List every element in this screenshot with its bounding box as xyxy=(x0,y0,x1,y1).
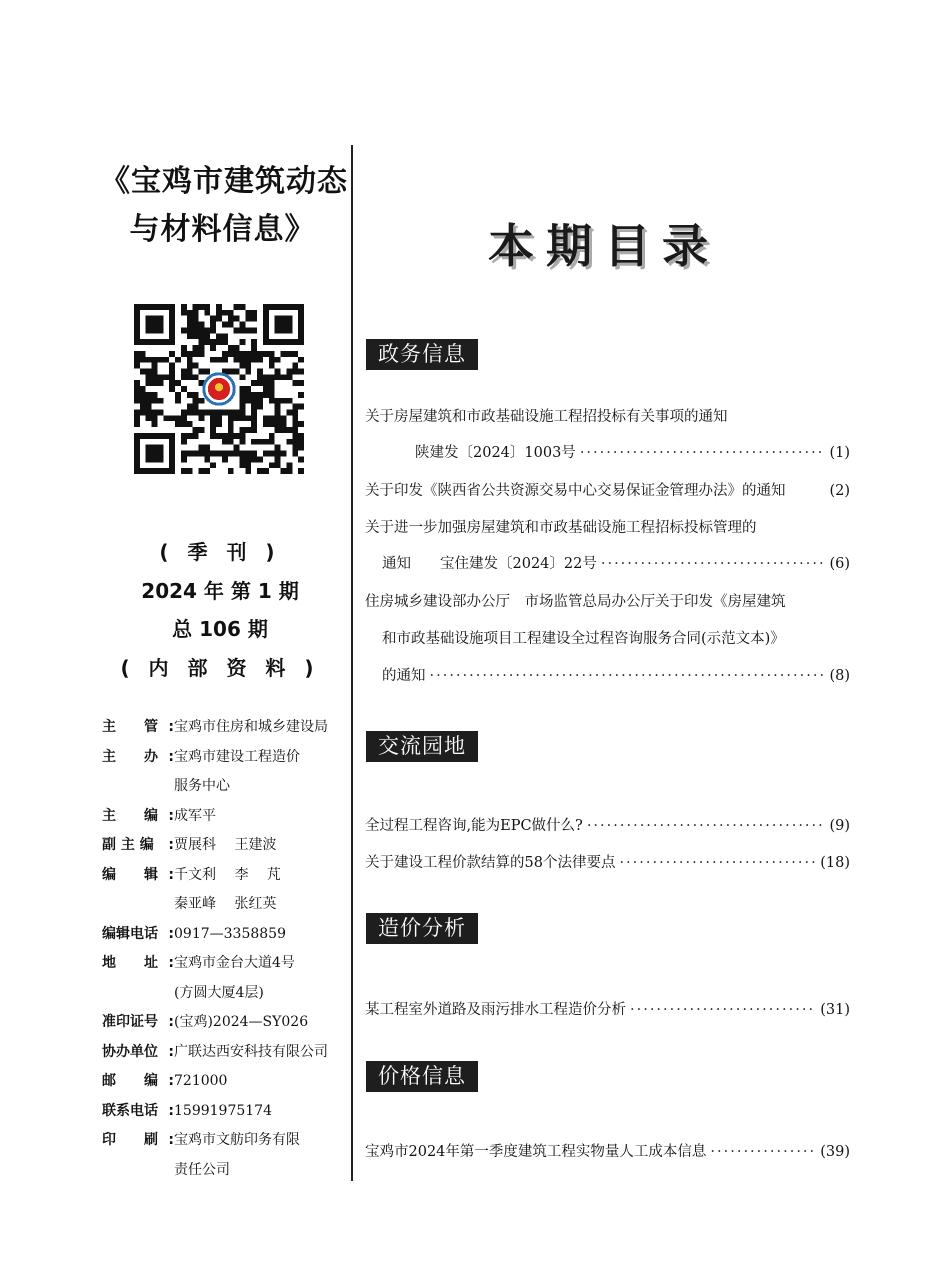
masthead-row xyxy=(102,713,347,743)
masthead-label: 主 编 : xyxy=(102,802,174,832)
qr-code-icon xyxy=(134,304,304,474)
toc-entry-title: 关于房屋建筑和市政基础设施工程招投标有关事项的通知 xyxy=(365,409,728,425)
masthead-label: 主 办 : xyxy=(102,743,174,802)
masthead-value-line: 责任公司 xyxy=(174,1161,230,1178)
toc-entry[interactable] xyxy=(365,479,850,500)
masthead-label-text: 主 管 xyxy=(102,719,158,735)
section-heading: 造价分析 xyxy=(366,913,478,944)
masthead-row xyxy=(102,1097,347,1127)
magazine-title-line1: 《宝鸡市建筑动态 xyxy=(100,164,348,199)
toc-entry-title: 关于进一步加强房屋建筑和市政基础设施工程招标投标管理的 xyxy=(365,520,757,536)
toc-page-number: (39) xyxy=(820,1144,850,1160)
toc-entry-title: 全过程工程咨询,能为EPC做什么? xyxy=(365,818,583,834)
masthead-row xyxy=(102,1067,347,1097)
dot-leader xyxy=(601,556,826,572)
toc-entry[interactable] xyxy=(382,664,850,685)
masthead-value-line: 宝鸡市建设工程造价 xyxy=(174,748,300,765)
masthead-label-text: 印 刷 xyxy=(102,1132,158,1148)
masthead-label: 主 管 : xyxy=(102,713,174,743)
masthead-row xyxy=(102,1008,347,1038)
masthead-label: 准印证号 : xyxy=(102,1008,174,1038)
masthead-value-line: 宝鸡市住房和城乡建设局 xyxy=(174,719,328,735)
toc-page-number: (2) xyxy=(829,483,850,499)
masthead-value xyxy=(174,713,347,743)
dot-leader xyxy=(619,855,816,871)
masthead-label-text: 邮 编 xyxy=(102,1073,158,1089)
toc-entry[interactable] xyxy=(365,1140,850,1161)
toc-entry-title: 和市政基础设施项目工程建设全过程咨询服务合同(示范文本)》 xyxy=(382,631,785,647)
masthead-label: 邮 编 : xyxy=(102,1067,174,1097)
masthead-row xyxy=(102,802,347,832)
masthead-value-line: 服务中心 xyxy=(174,778,230,794)
masthead-value-line: 贾展科 王建波 xyxy=(174,837,277,853)
masthead-value xyxy=(174,1038,347,1068)
toc-entry[interactable] xyxy=(365,998,850,1019)
toc-entry-title: 关于建设工程价款结算的58个法律要点 xyxy=(365,855,616,871)
toc-page-number: (31) xyxy=(820,1002,850,1018)
toc-entry-title: 住房城乡建设部办公厅 市场监管总局办公厅关于印发《房屋建筑 xyxy=(365,594,786,610)
masthead-value xyxy=(174,949,347,1008)
toc-entry-title: 关于印发《陕西省公共资源交易中心交易保证金管理办法》的通知 xyxy=(365,483,786,499)
masthead-label-text: 主 编 xyxy=(102,807,158,824)
masthead-label-text: 地 址 xyxy=(102,955,158,971)
masthead-row xyxy=(102,920,347,950)
masthead-value-line: 成军平 xyxy=(174,807,216,824)
section-heading: 政务信息 xyxy=(366,339,478,370)
masthead-value-line: (宝鸡)2024—SY026 xyxy=(174,1014,309,1030)
masthead-value-line: 宝鸡市金台大道4号 xyxy=(174,955,295,971)
toc-page-number: (9) xyxy=(829,818,850,834)
dot-leader xyxy=(430,668,826,684)
masthead-label-text: 主 办 xyxy=(102,748,158,765)
masthead-value xyxy=(174,831,347,861)
toc-entry[interactable] xyxy=(365,405,850,426)
masthead-value-line: 秦亚峰 张红英 xyxy=(174,896,277,912)
toc-entry-title: 通知 宝住建发〔2024〕22号 xyxy=(382,556,597,572)
toc-entry-title: 宝鸡市2024年第一季度建筑工程实物量人工成本信息 xyxy=(365,1144,707,1160)
toc-page-number: (1) xyxy=(829,445,850,461)
masthead-value xyxy=(174,743,347,802)
masthead-label: 协办单位 : xyxy=(102,1038,174,1068)
masthead-value-line: 千文利 李 芃 xyxy=(174,866,281,883)
issue-frequency: ( 季 刊 ) xyxy=(159,540,281,564)
toc-entry[interactable] xyxy=(382,552,850,573)
toc-entry[interactable] xyxy=(382,627,850,648)
masthead-value-line: 0917—3358859 xyxy=(174,925,286,942)
masthead-row xyxy=(102,831,347,861)
toc-page-number: (18) xyxy=(820,855,850,871)
masthead-value xyxy=(174,1126,347,1185)
toc-page-number: (8) xyxy=(829,668,850,684)
toc-entry-title: 陕建发〔2024〕1003号 xyxy=(415,445,576,461)
magazine-title xyxy=(100,158,348,254)
masthead-value-line: 广联达西安科技有限公司 xyxy=(174,1043,328,1060)
masthead-label-text: 编辑电话 xyxy=(102,925,158,942)
toc-entry[interactable] xyxy=(365,516,850,537)
section-heading: 价格信息 xyxy=(366,1061,478,1092)
dot-leader xyxy=(630,1002,816,1018)
masthead-label: 印 刷 : xyxy=(102,1126,174,1185)
toc-entry-title: 的通知 xyxy=(382,668,426,684)
masthead-label: 编辑电话 : xyxy=(102,920,174,950)
masthead-row xyxy=(102,949,347,1008)
toc-page-number: (6) xyxy=(829,556,850,572)
masthead-value xyxy=(174,1097,347,1127)
masthead-value-line: 宝鸡市文舫印务有限 xyxy=(174,1132,300,1148)
masthead-label: 编 辑 : xyxy=(102,861,174,920)
toc-entry[interactable] xyxy=(365,590,850,611)
section-heading: 交流园地 xyxy=(366,731,478,762)
toc-entry[interactable] xyxy=(415,441,850,462)
issue-total: 总 106 期 xyxy=(172,617,268,641)
masthead-label: 地 址 : xyxy=(102,949,174,1008)
masthead-label-text: 副 主 编 xyxy=(102,837,154,853)
issue-internal: ( 内 部 资 料 ) xyxy=(120,655,320,680)
masthead-value xyxy=(174,1008,347,1038)
magazine-title-line2: 与材料信息》 xyxy=(129,212,316,247)
toc-entry[interactable] xyxy=(365,814,850,835)
masthead-label: 联系电话 : xyxy=(102,1097,174,1127)
toc-entry-title: 某工程室外道路及雨污排水工程造价分析 xyxy=(365,1002,626,1018)
toc-title: 本期目录 xyxy=(488,219,720,273)
column-divider xyxy=(351,145,353,1181)
masthead-row xyxy=(102,1126,347,1185)
masthead-value xyxy=(174,861,347,920)
masthead-label: 副 主 编 : xyxy=(102,831,174,861)
masthead-row xyxy=(102,861,347,920)
dot-leader xyxy=(580,445,826,461)
masthead-row xyxy=(102,1038,347,1068)
masthead-value-line: 721000 xyxy=(174,1073,228,1089)
masthead-label-text: 准印证号 xyxy=(102,1014,158,1030)
masthead-info xyxy=(102,713,347,1185)
masthead-label-text: 联系电话 xyxy=(102,1102,158,1119)
masthead-label-text: 编 辑 xyxy=(102,866,158,883)
dot-leader xyxy=(710,1144,816,1160)
issue-info xyxy=(100,533,340,687)
masthead-value xyxy=(174,802,347,832)
toc-entry[interactable] xyxy=(365,851,850,872)
masthead-value-line: 15991975174 xyxy=(174,1102,272,1119)
masthead-value xyxy=(174,1067,347,1097)
masthead-label-text: 协办单位 xyxy=(102,1043,158,1060)
masthead-value-line: (方圆大厦4层) xyxy=(174,984,264,1001)
masthead-row xyxy=(102,743,347,802)
issue-year: 2024 年 第 1 期 xyxy=(141,578,299,603)
masthead-value xyxy=(174,920,347,950)
dot-leader xyxy=(587,818,826,834)
